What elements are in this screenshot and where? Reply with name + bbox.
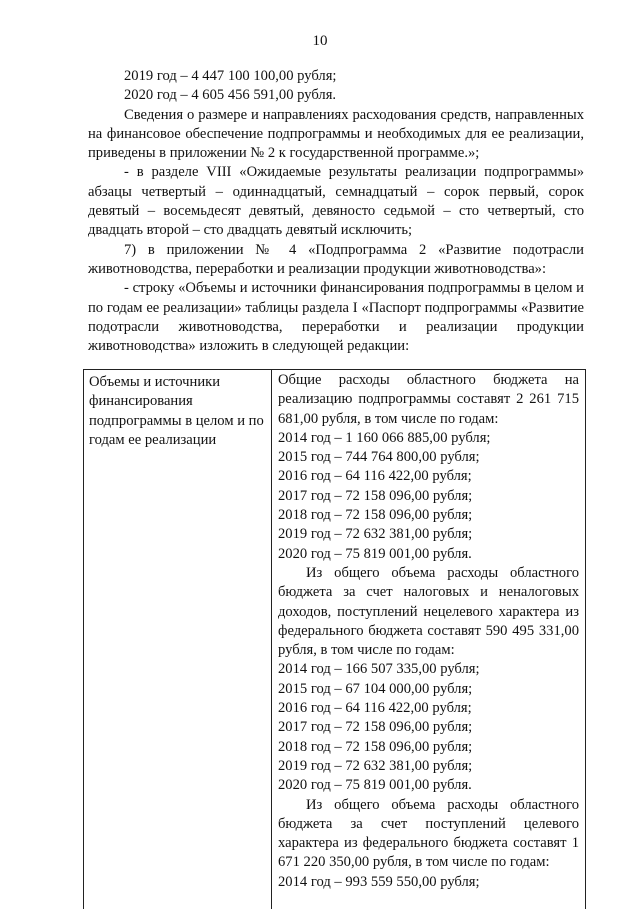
year-amount-line: 2017 год – 72 158 096,00 рубля; <box>278 719 473 736</box>
year-amount-line: 2018 год – 72 158 096,00 рубля; <box>278 738 473 755</box>
funding-paragraph: Из общего объема расходы областного бюджета за счет налоговых и неналоговых доходов, поступлений нецелевого характера из федерального бюджета составят 590 495 331,00 рубля, в том числе по годам: <box>278 564 579 659</box>
paragraph: 2019 год – 4 447 100 100,00 рубля; <box>124 68 337 84</box>
year-amount-line: 2020 год – 75 819 001,00 рубля. <box>278 545 472 562</box>
year-amount-line: 2018 год – 72 158 096,00 рубля; <box>278 507 473 524</box>
paragraph: - в разделе VIII «Ожидаемые результаты реализации подпрограммы» абзацы четвертый – одиннадцатый, семнадцатый – сорок первый, сорок девятый – восемьдесят девятый, девяносто седьмой – сто четвертый, сто двадцать второй – сто двадцать девятый исключить; <box>88 164 584 239</box>
year-amount-line: 2019 год – 72 632 381,00 рубля; <box>278 757 473 774</box>
year-amount-line: 2016 год – 64 116 422,00 рубля; <box>278 700 472 717</box>
year-amount-line: 2016 год – 64 116 422,00 рубля; <box>278 468 472 485</box>
paragraph: - строку «Объемы и источники финансирования подпрограммы в целом и по годам ее реализации» таблицы раздела I «Паспорт подпрограммы «Развитие подотрасли животноводства, переработки и реализации продукции животноводства» изложить в следующей редакции: <box>88 280 584 355</box>
year-amount-line: 2017 год – 72 158 096,00 рубля; <box>278 487 473 504</box>
year-amount-line: 2014 год – 1 160 066 885,00 рубля; <box>278 429 491 446</box>
funding-paragraph: Общие расходы областного бюджета на реализацию подпрограммы составят 2 261 715 681,00 рубля, в том числе по годам: <box>278 372 579 427</box>
year-amount-line: 2014 год – 993 559 550,00 рубля; <box>278 873 480 890</box>
year-amount-line: 2019 год – 72 632 381,00 рубля; <box>278 526 473 543</box>
paragraph: 2020 год – 4 605 456 591,00 рубля. <box>124 87 337 104</box>
table-value-cell <box>272 370 585 909</box>
paragraph: 7) в приложении № 4 «Подпрограмма 2 «Развитие подотрасли животноводства, переработки и реализации продукции животноводства»: <box>88 241 584 277</box>
year-amount-line: 2015 год – 67 104 000,00 рубля; <box>278 680 473 697</box>
table-label-cell: Объемы и источники финансирования подпрограммы в целом и по годам ее реализации <box>84 370 272 909</box>
document-body <box>88 67 584 356</box>
paragraph: Сведения о размере и направлениях расходования средств, направленных на финансовое обеспечение подпрограммы и необходимых для ее реализации, приведены в приложении № 2 к государственной программе.»; <box>88 106 584 162</box>
funding-paragraph: Из общего объема расходы областного бюджета за счет поступлений целевого характера из федерального бюджета составят 1 671 220 350,00 рубля, в том числе по годам: <box>278 796 579 871</box>
page-number: 10 <box>312 33 328 49</box>
year-amount-line: 2015 год – 744 764 800,00 рубля; <box>278 449 480 466</box>
passport-table <box>83 369 586 909</box>
year-amount-line: 2020 год – 75 819 001,00 рубля. <box>278 777 472 794</box>
year-amount-line: 2014 год – 166 507 335,00 рубля; <box>278 661 480 678</box>
